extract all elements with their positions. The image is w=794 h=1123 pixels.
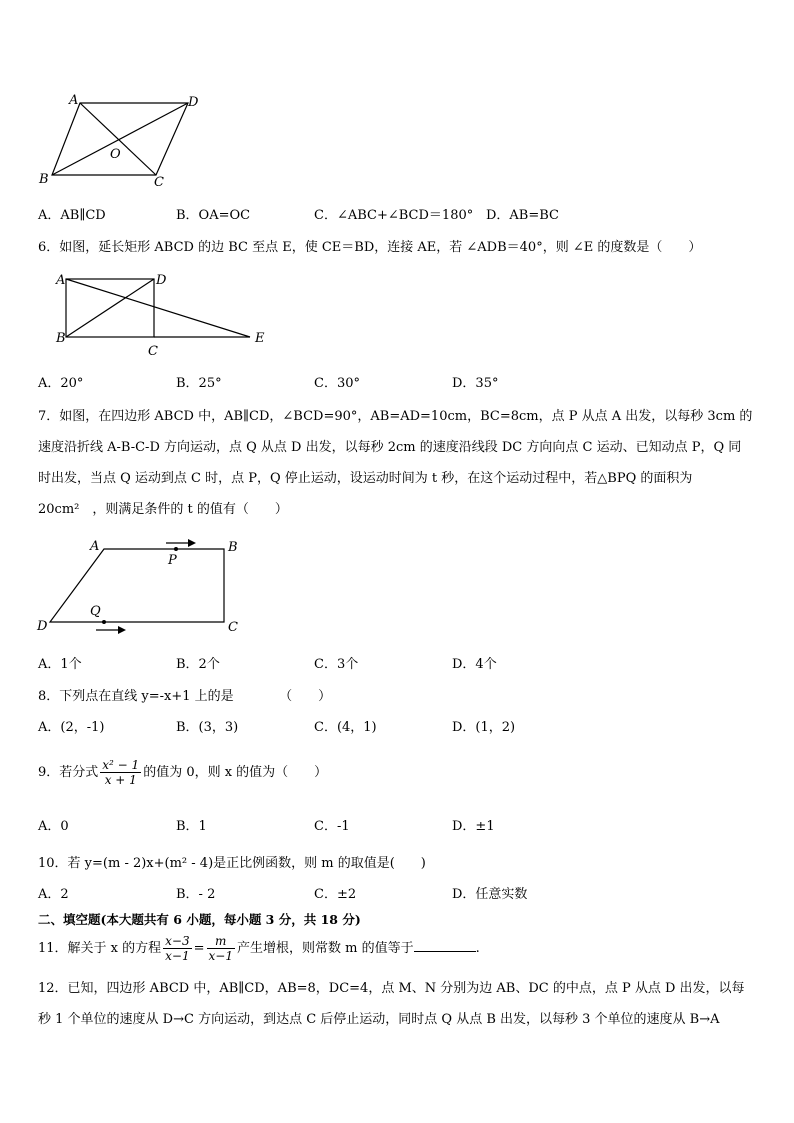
label-c: C <box>154 175 164 190</box>
label-c-6: C <box>148 344 158 359</box>
q7-option-a: A．1个 <box>38 657 82 672</box>
label-e-6: E <box>255 331 265 346</box>
rectangle-figure <box>52 270 272 360</box>
label-b-6: B <box>56 331 66 346</box>
q5-option-d: D．AB=BC <box>486 208 559 223</box>
diagonal-bd <box>52 103 188 175</box>
arrow-p-head <box>188 539 196 547</box>
label-q-7: Q <box>90 604 101 619</box>
trapezoid-outline <box>50 549 224 622</box>
q8-option-a: A．(2，-1) <box>38 720 105 735</box>
q11-lhs-fraction <box>163 934 191 963</box>
q11-prefix: 11．解关于 x 的方程 <box>38 941 162 956</box>
label-d-7: D <box>37 619 48 634</box>
q6-option-b: B．25° <box>176 376 222 391</box>
q12-stem-line-2: 秒 1 个单位的速度从 D→C 方向运动，到达点 C 后停止运动，同时点 Q 从点 B 出发，以每秒 3 个单位的速度从 B→A <box>38 1012 720 1027</box>
q9-denominator: x + 1 <box>104 773 137 787</box>
q11-rhs-denominator: x−1 <box>208 949 233 963</box>
label-d-6: D <box>156 273 167 288</box>
q8-option-c: C．(4，1) <box>314 720 377 735</box>
q9-option-c: C．-1 <box>314 819 350 834</box>
q6-option-c: C．30° <box>314 376 360 391</box>
q10-option-a: A．2 <box>38 887 69 902</box>
label-p-7: P <box>168 553 177 568</box>
diagonal-ac <box>80 103 156 175</box>
label-d: D <box>188 95 199 110</box>
label-a-6: A <box>56 273 66 288</box>
q11-stem <box>38 934 480 963</box>
q9-option-d: D．±1 <box>452 819 495 834</box>
q7-stem-line-1: 7．如图，在四边形 ABCD 中，AB∥CD，∠BCD=90°，AB=AD=10cm，BC=8cm，点 P 从点 A 出发，以每秒 3cm 的 <box>38 409 753 424</box>
q7-option-c: C．3个 <box>314 657 359 672</box>
q6-option-d: D．35° <box>452 376 499 391</box>
label-a: A <box>69 93 79 108</box>
q7-option-b: B．2个 <box>176 657 220 672</box>
q9-suffix: 的值为 0，则 x 的值为（ ） <box>143 765 328 780</box>
label-o: O <box>110 147 121 162</box>
label-a-7: A <box>90 539 100 554</box>
q11-equals: = <box>193 941 205 956</box>
q5-option-c: C．∠ABC+∠BCD＝180° <box>314 208 474 223</box>
q10-option-b: B．- 2 <box>176 887 216 902</box>
q11-answer-blank[interactable] <box>414 939 476 952</box>
q9-option-a: A．0 <box>38 819 69 834</box>
q6-option-a: A．20° <box>38 376 84 391</box>
parallelogram-figure <box>36 90 206 190</box>
q10-stem: 10．若 y=(m - 2)x+(m² - 4)是正比例函数，则 m 的取值是( ) <box>38 856 426 871</box>
q6-stem: 6．如图，延长矩形 ABCD 的边 BC 至点 E，使 CE＝BD，连接 AE，若 ∠ADB＝40°，则 ∠E 的度数是（ ） <box>38 240 702 255</box>
section-heading-fill-in: 二、填空题(本大题共有 6 小题，每小题 3 分，共 18 分) <box>38 912 361 927</box>
q9-numerator: x² − 1 <box>102 758 140 772</box>
label-b-7: B <box>228 540 238 555</box>
q9-stem <box>38 758 327 787</box>
label-c-7: C <box>228 620 238 635</box>
q11-rhs-numerator: m <box>207 934 235 949</box>
point-q <box>102 620 106 624</box>
q9-option-b: B．1 <box>176 819 207 834</box>
q7-option-d: D．4个 <box>452 657 497 672</box>
q11-rhs-fraction <box>207 934 235 963</box>
q11-lhs-numerator: x−3 <box>165 934 190 948</box>
q11-end: . <box>475 941 480 956</box>
q9-prefix: 9．若分式 <box>38 765 99 780</box>
q8-option-d: D．(1，2) <box>452 720 516 735</box>
q10-option-d: D．任意实数 <box>452 887 528 902</box>
label-b: B <box>39 172 49 187</box>
q11-suffix: 产生增根，则常数 m 的值等于 <box>236 941 414 956</box>
trapezoid-figure <box>34 533 254 643</box>
q11-lhs-denominator: x−1 <box>165 949 190 963</box>
q10-option-c: C．±2 <box>314 887 357 902</box>
q9-fraction <box>100 758 141 787</box>
point-p <box>174 547 178 551</box>
q7-stem-line-3: 时出发，当点 Q 运动到点 C 时，点 P，Q 停止运动，设运动时间为 t 秒，在这个运动过程中，若△BPQ 的面积为 <box>38 471 693 486</box>
arrow-q-head <box>118 626 126 634</box>
q8-stem: 8．下列点在直线 y=-x+1 上的是 （ ） <box>38 689 332 704</box>
q5-option-b: B．OA=OC <box>176 208 251 223</box>
q8-option-b: B．(3，3) <box>176 720 239 735</box>
diagonal-bd-6 <box>66 279 154 337</box>
q7-stem-line-4: 20cm² ，则满足条件的 t 的值有（ ） <box>38 502 288 517</box>
q12-stem-line-1: 12．已知，四边形 ABCD 中，AB∥CD，AB=8，DC=4，点 M、N 分别为边 AB、DC 的中点，点 P 从点 D 出发，以每 <box>38 981 745 996</box>
q5-option-a: A．AB∥CD <box>38 208 106 223</box>
q7-stem-line-2: 速度沿折线 A-B-C-D 方向运动，点 Q 从点 D 出发，以每秒 2cm 的速度沿线段 DC 方向向点 C 运动、已知动点 P，Q 同 <box>38 440 742 455</box>
